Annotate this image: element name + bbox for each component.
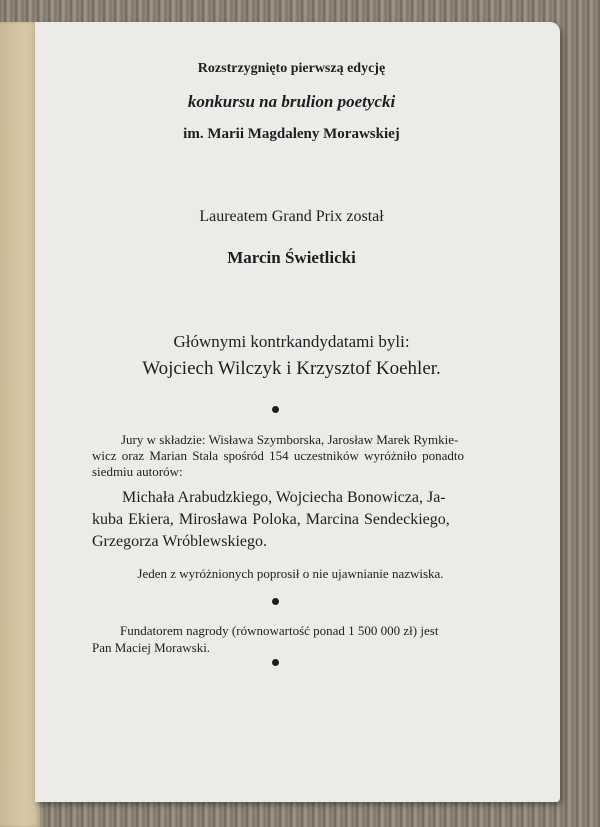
heading-line-1: Rozstrzygnięto pierwszą edycję bbox=[197, 61, 386, 76]
heading-line-3: im. Marii Magdaleny Morawskiej bbox=[183, 126, 400, 142]
anonymous-note: Jeden z wyróżnionych poprosił o nie ujawnianie nazwiska. bbox=[137, 566, 444, 581]
contenders-intro: Głównymi kontrkandydatami byli: bbox=[173, 332, 410, 351]
distinguished-line-3: Grzegorza Wróblewskiego. bbox=[92, 533, 267, 550]
contenders-names: Wojciech Wilczyk i Krzysztof Koehler. bbox=[142, 358, 441, 379]
grand-prix-winner: Marcin Świetlicki bbox=[227, 248, 356, 267]
jury-line-1: Jury w składzie: Wisława Szymborska, Jarosław Marek Rymkie- bbox=[121, 432, 459, 447]
jury-line-3: siedmiu autorów: bbox=[92, 464, 183, 479]
section-divider-dot bbox=[272, 598, 279, 605]
sponsor-line-2: Pan Maciej Morawski. bbox=[92, 640, 211, 655]
sponsor-line-1: Fundatorem nagrody (równowartość ponad 1 500 000 zł) jest bbox=[120, 623, 439, 638]
section-divider-dot bbox=[272, 659, 279, 666]
jury-line-2: wicz oraz Marian Stala spośród 154 uczestników wyróżniło ponadto bbox=[92, 448, 464, 463]
distinguished-line-2: kuba Ekiera, Mirosława Poloka, Marcina Sendeckiego, bbox=[92, 511, 450, 528]
distinguished-line-1: Michała Arabudzkiego, Wojciecha Bonowicza, Ja- bbox=[122, 489, 446, 506]
book-page bbox=[35, 22, 560, 802]
grand-prix-intro: Laureatem Grand Prix został bbox=[199, 208, 384, 225]
section-divider-dot bbox=[272, 406, 279, 413]
heading-line-2: konkursu na brulion poetycki bbox=[187, 92, 396, 111]
